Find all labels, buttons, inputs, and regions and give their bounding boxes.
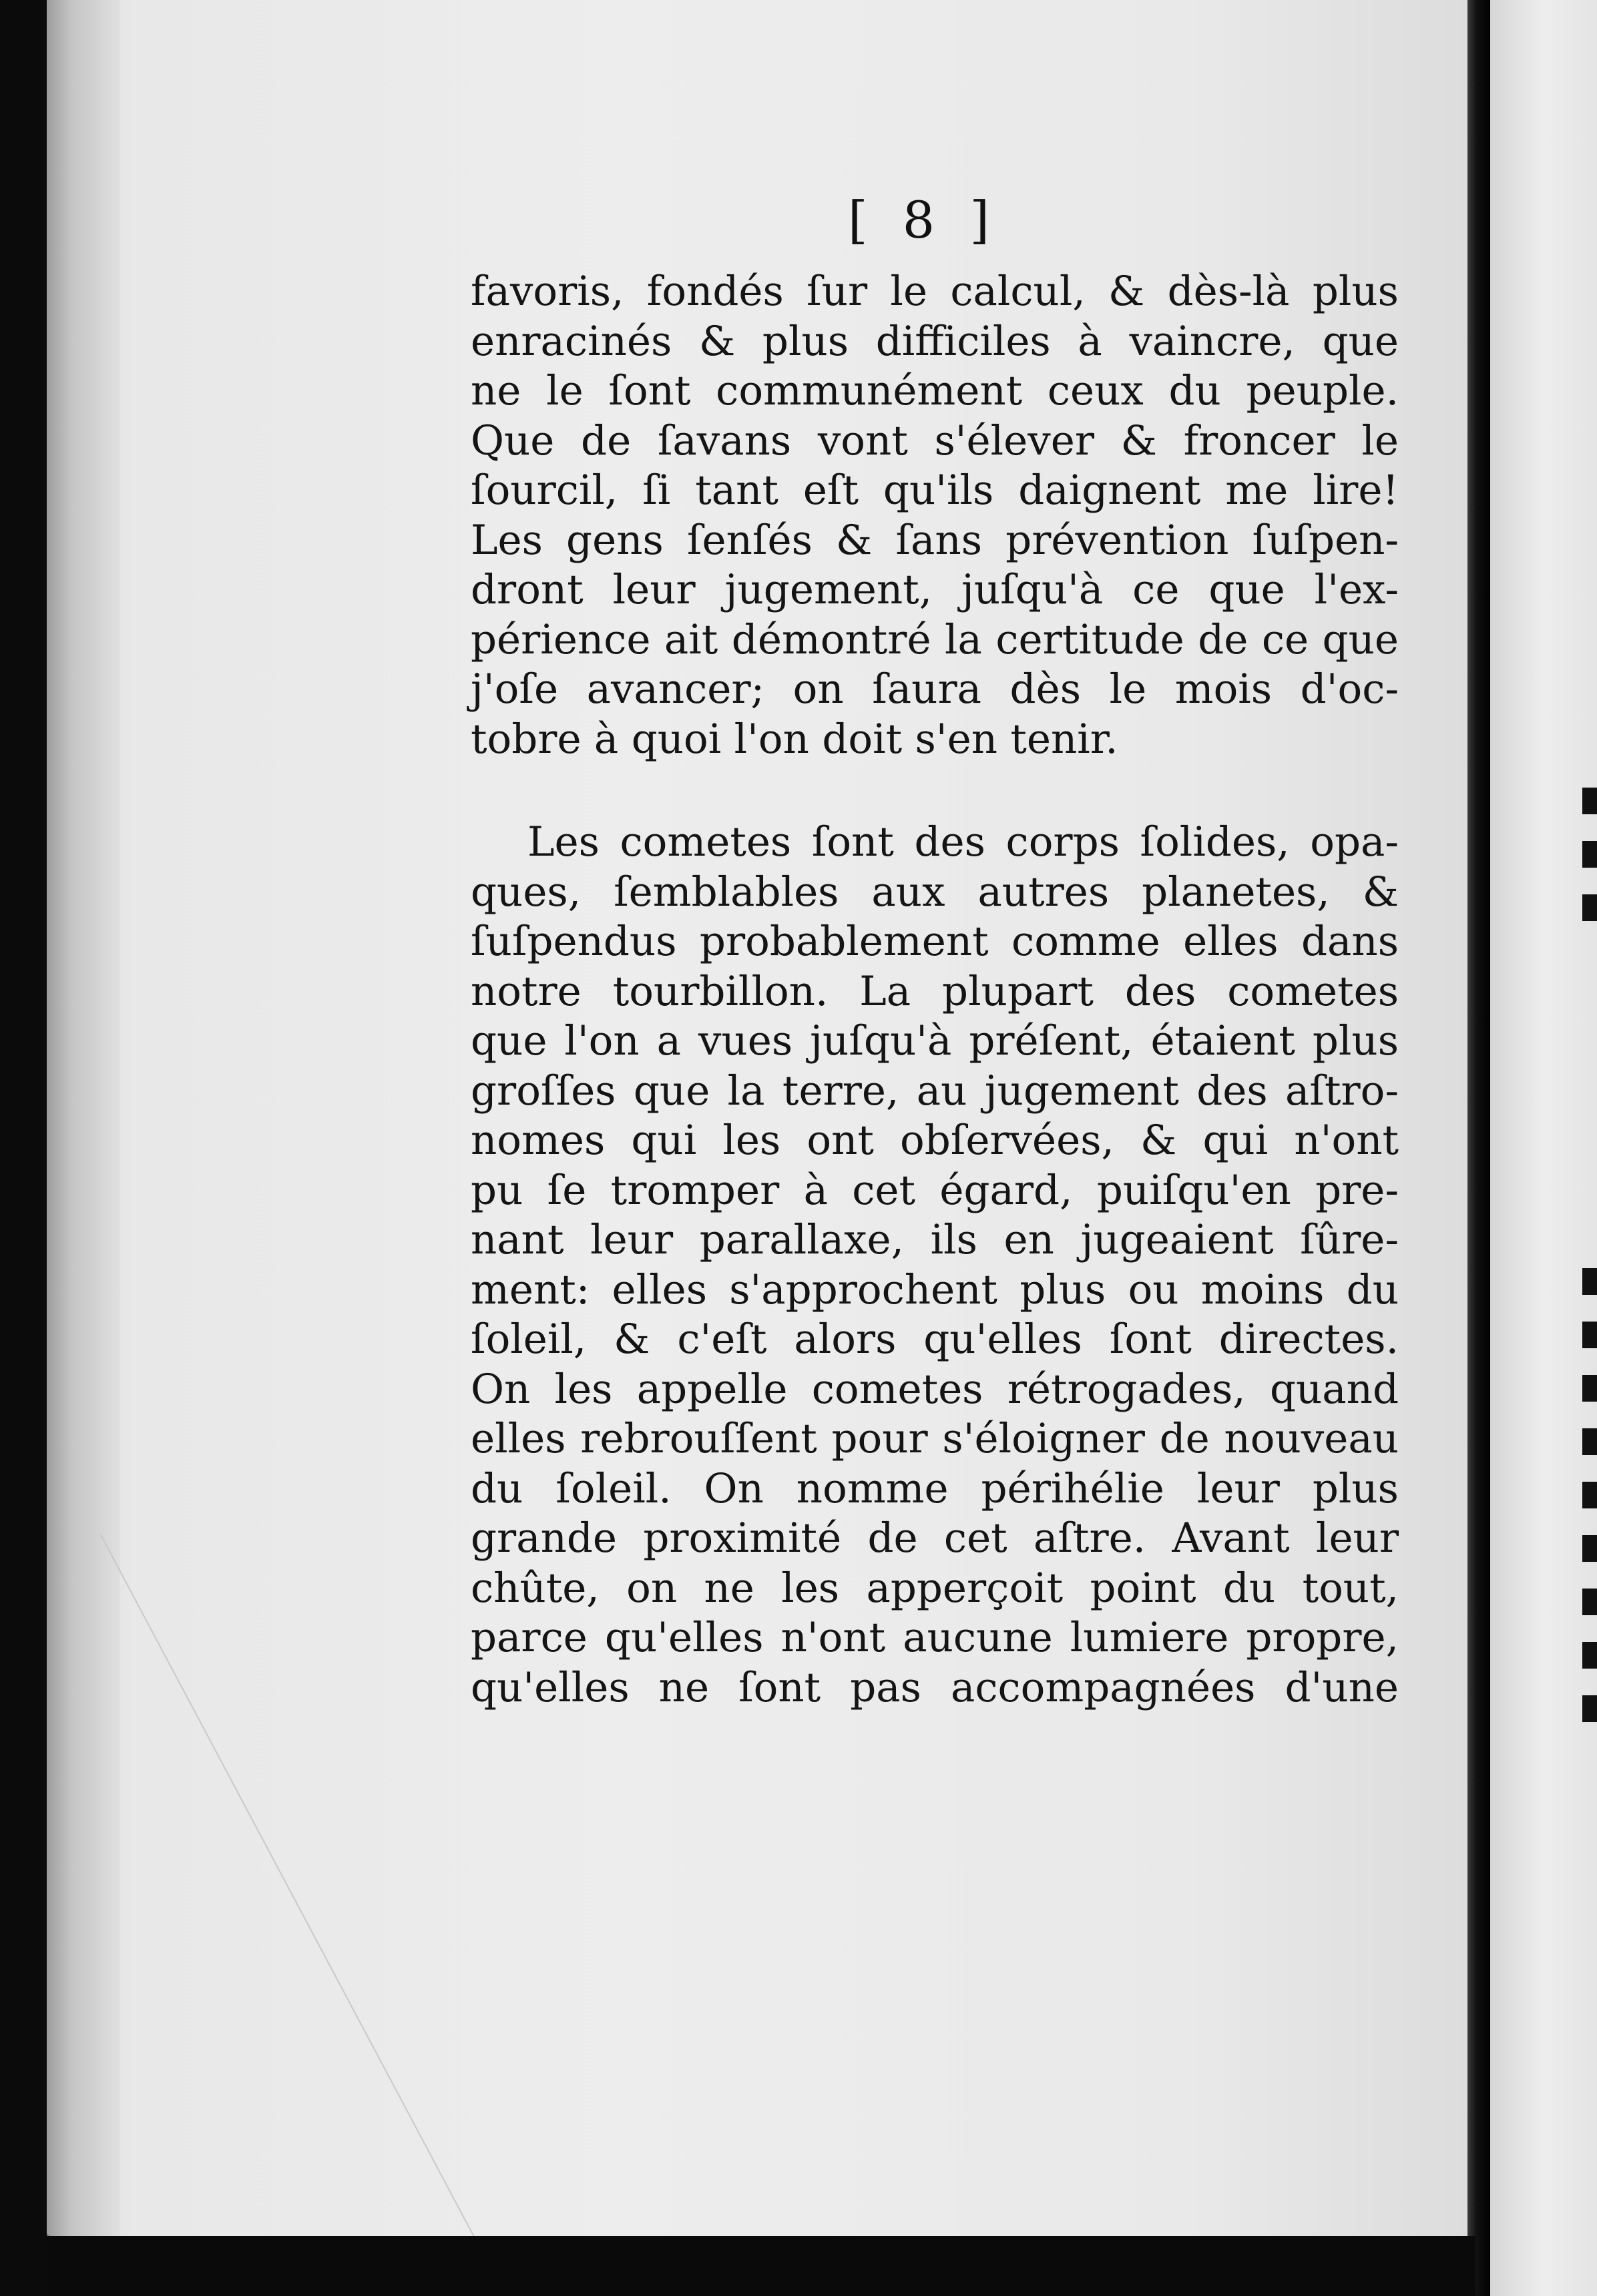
text-line: ne le ſont communément ceux du peuple. <box>471 367 1399 414</box>
text-line: notre tourbillon. La plupart des cometes <box>471 967 1399 1015</box>
text-line: nant leur parallaxe, ils en jugeaient ſûre- <box>471 1216 1399 1263</box>
text-line: dront leur jugement, juſqu'à ce que l'ex- <box>471 566 1399 613</box>
text-line: j'oſe avancer; on ſaura dès le mois d'oc- <box>471 665 1399 713</box>
text-line: Que de ſavans vont s'élever & froncer le <box>471 416 1399 465</box>
text-line: que l'on a vues juſqu'à préſent, étaient plus <box>471 1017 1399 1065</box>
adjacent-page-edge <box>1490 0 1597 2296</box>
binding-edge <box>1467 0 1490 2296</box>
text-line: elles rebrouſſent pour s'éloigner de nouveau <box>471 1415 1399 1462</box>
adjacent-text-fragment <box>1582 1375 1597 1402</box>
text-line: Les gens ſenſés & ſans prévention ſuſpen- <box>471 516 1399 564</box>
text-line: du ſoleil. On nomme périhélie leur plus <box>471 1464 1399 1512</box>
paragraph-gap <box>471 764 1399 818</box>
adjacent-text-fragment <box>1582 1322 1597 1348</box>
text-line: pu ſe tromper à cet égard, puiſqu'en pre- <box>471 1166 1399 1214</box>
text-line: grande proximité de cet aſtre. Avant leur <box>471 1514 1399 1562</box>
adjacent-text-fragment <box>1582 894 1597 921</box>
adjacent-text-fragment <box>1582 1589 1597 1615</box>
text-line: parce qu'elles n'ont aucune lumiere propre, <box>471 1614 1399 1661</box>
gutter-shadow <box>47 0 120 2236</box>
text-line: tobre à quoi l'on doit s'en tenir. <box>471 715 1118 763</box>
adjacent-text-fragment <box>1582 788 1597 814</box>
text-line: enracinés & plus difficiles à vaincre, que <box>471 317 1399 365</box>
text-line: nomes qui les ont obſervées, & qui n'ont <box>471 1117 1399 1164</box>
text-line: groſſes que la terre, au jugement des aſtro- <box>471 1067 1399 1115</box>
adjacent-text-fragment <box>1582 841 1597 868</box>
adjacent-text-fragment <box>1582 1695 1597 1722</box>
text-line: ment: elles s'approchent plus ou moins du <box>471 1265 1399 1314</box>
text-line: ques, ſemblables aux autres planetes, & <box>471 868 1399 916</box>
text-line: chûte, on ne les apperçoit point du tout, <box>471 1564 1399 1612</box>
page-number: [ 8 ] <box>848 190 999 250</box>
scan-bottom-border <box>47 2236 1475 2296</box>
body-text <box>471 267 1399 1713</box>
text-line: ſuſpendus probablement comme elles dans <box>471 918 1399 965</box>
text-line: périence ait démontré la certitude de ce que <box>471 615 1399 663</box>
adjacent-text-fragment <box>1582 1268 1597 1295</box>
text-line: favoris, fondés ſur le calcul, & dès-là plus <box>471 268 1399 315</box>
adjacent-text-fragment <box>1582 1482 1597 1508</box>
text-line: On les appelle cometes rétrogades, quand <box>471 1365 1399 1413</box>
text-line: ſourcil, ſi tant eſt qu'ils daignent me lire! <box>471 467 1399 514</box>
adjacent-text-fragment <box>1582 1642 1597 1669</box>
text-line: qu'elles ne ſont pas accompagnées d'une <box>471 1663 1399 1711</box>
adjacent-text-fragment <box>1582 1428 1597 1455</box>
text-line: Les cometes ſont des corps ſolides, opa- <box>527 818 1399 866</box>
text-line: ſoleil, & c'eſt alors qu'elles ſont directes. <box>471 1316 1399 1363</box>
adjacent-text-fragment <box>1582 1535 1597 1562</box>
